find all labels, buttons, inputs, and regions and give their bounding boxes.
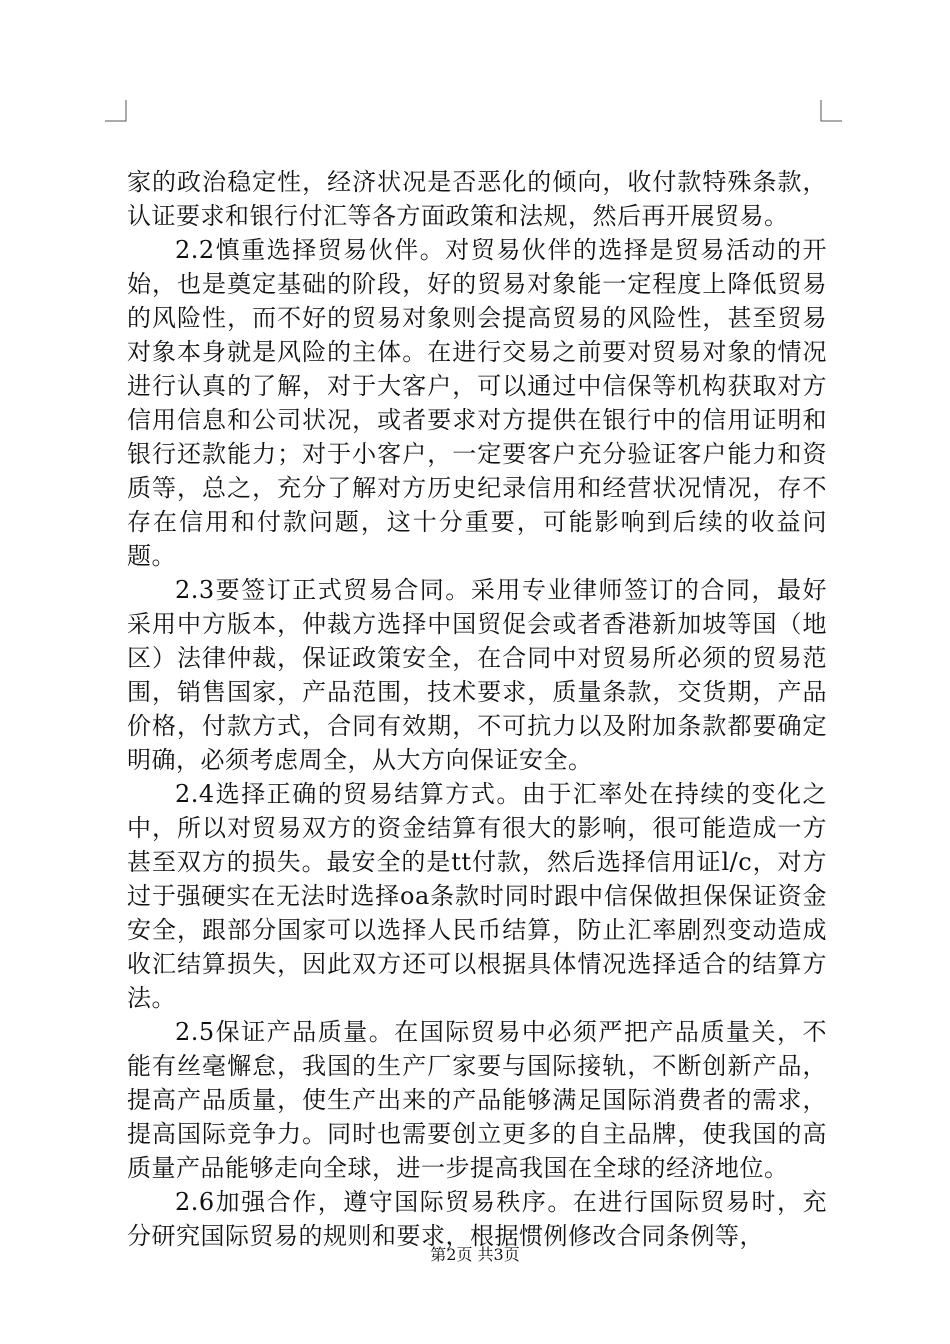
paragraph-continuation: 家的政治稳定性，经济状况是否恶化的倾向，收付款特殊条款，认证要求和银行付汇等各方面政策和法规，然后再开展贸易。 — [127, 168, 827, 230]
paragraph-2-2: 2.2慎重选择贸易伙伴。对贸易伙伴的选择是贸易活动的开始，也是奠定基础的阶段，好的贸易对象能一定程度上降低贸易的风险性，而不好的贸易对象则会提高贸易的风险性，甚至贸易对象本身就是风险的主体。在进行交易之前要对贸易对象的情况进行认真的了解，对于大客户，可以通过中信保等机构获取对方信用信息和公司状况，或者要求对方提供在银行中的信用证明和银行还款能力；对于小客户，一定要客户充分验证客户能力和资质等，总之，充分了解对方历史纪录信用和经营状况情况，存不存在信用和付款问题，这十分重要，可能影响到后续的收益问题。 — [127, 236, 827, 570]
paragraph-2-5: 2.5保证产品质量。在国际贸易中必须严把产品质量关，不能有丝毫懈怠，我国的生产厂家要与国际接轨，不断创新产品，提高产品质量，使生产出来的产品能够满足国际消费者的需求，提高国际竞争力。同时也需要创立更多的自主品牌，使我国的高质量产品能够走向全球，进一步提高我国在全球的经济地位。 — [127, 1018, 827, 1182]
top-left-crop-mark-icon — [105, 100, 127, 122]
paragraph-2-4: 2.4选择正确的贸易结算方式。由于汇率处在持续的变化之中，所以对贸易双方的资金结算有很大的影响，很可能造成一方甚至双方的损失。最安全的是tt付款，然后选择信用证l/c，对方过于强硬实在无法时选择oa条款时同时跟中信保做担保保证资金安全，跟部分国家可以选择人民币结算，防止汇率剧烈变动造成收汇结算损失，因此双方还可以根据具体情况选择适合的结算方法。 — [127, 780, 827, 1012]
page-number-footer: 第2页 共3页 — [430, 1245, 520, 1264]
top-right-crop-mark-icon — [820, 100, 842, 122]
paragraph-2-3: 2.3要签订正式贸易合同。采用专业律师签订的合同，最好采用中方版本，仲裁方选择中国贸促会或者香港新加坡等国（地区）法律仲裁，保证政策安全，在合同中对贸易所必须的贸易范围，销售国家，产品范围，技术要求，质量条款，交货期，产品价格，付款方式，合同有效期，不可抗力以及附加条款都要确定明确，必须考虑周全，从大方向保证安全。 — [127, 576, 827, 774]
paragraph-2-6: 2.6加强合作，遵守国际贸易秩序。在进行国际贸易时，充分研究国际贸易的规则和要求，根据惯例修改合同条例等， — [127, 1188, 827, 1250]
document-body — [127, 165, 827, 1253]
